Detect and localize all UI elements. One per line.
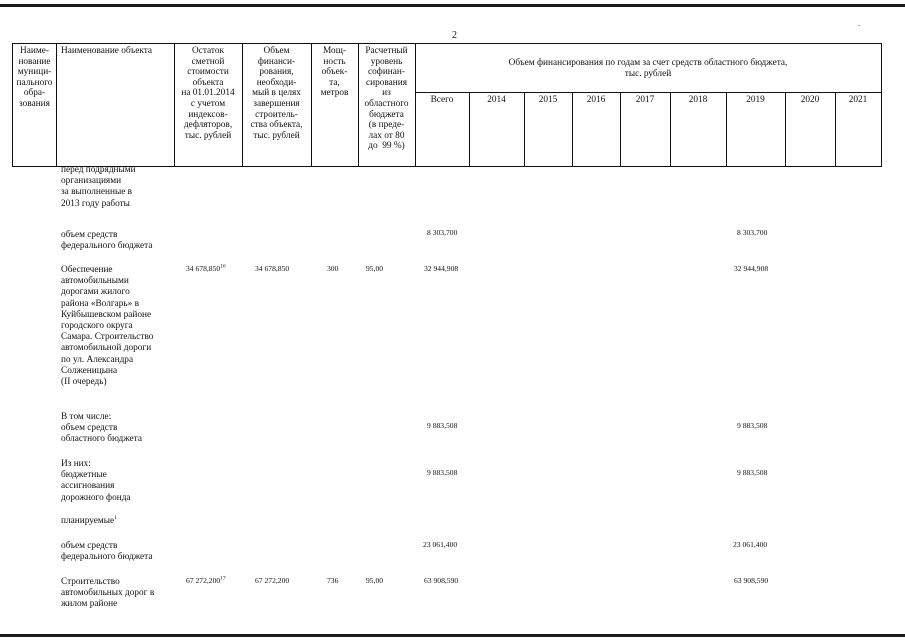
header-year: 2014 (487, 95, 506, 105)
col-divider (56, 44, 57, 166)
row-label: объем средств федерального бюджета (61, 230, 153, 252)
cell-capacity: 736 (327, 576, 339, 585)
page-number: 2 (452, 30, 457, 41)
cell-total: 32 944,908 (424, 264, 459, 273)
header-annual-financing: Объем финансирования по годам за счет средств областного бюджета, тыс. рублей (508, 58, 788, 79)
row-label: планируемые$^1$ (61, 514, 117, 526)
row-label: объем средств федерального бюджета (61, 541, 153, 563)
table-header (12, 43, 882, 167)
header-year: 2016 (586, 95, 606, 105)
cell-remaining-cost: 34 678,850$^{16}$ (186, 263, 226, 273)
header-total: Всего (430, 95, 454, 105)
row-label: Из них: бюджетные ассигнования дорожного фонда (61, 459, 131, 503)
cell-financing-volume: 34 678,850 (255, 264, 290, 273)
cell-total: 9 883,508 (427, 468, 458, 477)
header-capacity: Мощ- ность объек- та, метров (320, 46, 349, 99)
row-label: Обеспечение автомобильными дорогами жилого района «Волгарь» в Куйбышевском районе городского округа Самара. Строительство автомобильной дороги по ул. Александра Солженицына (II очередь) (61, 265, 154, 388)
cell-2019: 23 061,400 (733, 540, 768, 549)
header-financing-volume: Объем финанси- рования, необходи- мый в целях завершения строитель- ства объекта, тыс. рублей (250, 46, 303, 141)
header-remaining-cost: Остаток сметной стоимости объекта на 01.01.2014 с учетом индексов- дефляторов, тыс. рублей (181, 46, 235, 141)
header-object-name: Наименование объекта (61, 46, 153, 56)
row-label: перед подрядными организациями за выполненные в 2013 году работы (61, 165, 136, 209)
row-label: Строительство автомобильных дорог в жилом районе (61, 577, 155, 610)
cell-2019: 8 303,700 (737, 228, 768, 237)
header-year: 2021 (848, 95, 868, 105)
header-year: 2019 (746, 95, 765, 105)
header-year: 2018 (688, 95, 708, 105)
cell-cofinancing: 95,00 (366, 576, 384, 585)
header-year: 2017 (635, 95, 655, 105)
cell-total: 8 303,700 (427, 228, 458, 237)
header-year: 2015 (538, 95, 558, 105)
cell-2019: 9 883,508 (737, 468, 768, 477)
bottom-scan-border (0, 634, 905, 637)
cell-remaining-cost: 67 272,200$^{17}$ (186, 575, 226, 585)
cell-total: 9 883,508 (427, 421, 458, 430)
top-scan-border (0, 4, 905, 7)
cell-cofinancing: 95,00 (366, 264, 384, 273)
cell-capacity: 300 (327, 264, 339, 273)
cell-financing-volume: 67 272,200 (255, 576, 290, 585)
cell-total: 63 908,590 (424, 576, 459, 585)
cell-2019: 63 908,590 (734, 576, 769, 585)
cell-2019: 32 944,908 (734, 264, 769, 273)
row-label: В том числе: объем средств областного бюджета (61, 412, 142, 445)
header-municipality: Наиме- нование муници- пального обра- зования (16, 46, 53, 109)
corner-mark: . (858, 19, 860, 28)
cell-total: 23 061,400 (423, 540, 458, 549)
header-year: 2020 (800, 95, 820, 105)
row-divider (415, 92, 881, 93)
cell-2019: 9 883,508 (737, 421, 768, 430)
header-cofinancing: Расчетный уровень софинан- сирования из областного бюджета (в преде- лах от 80 до 99 %) (364, 46, 409, 152)
